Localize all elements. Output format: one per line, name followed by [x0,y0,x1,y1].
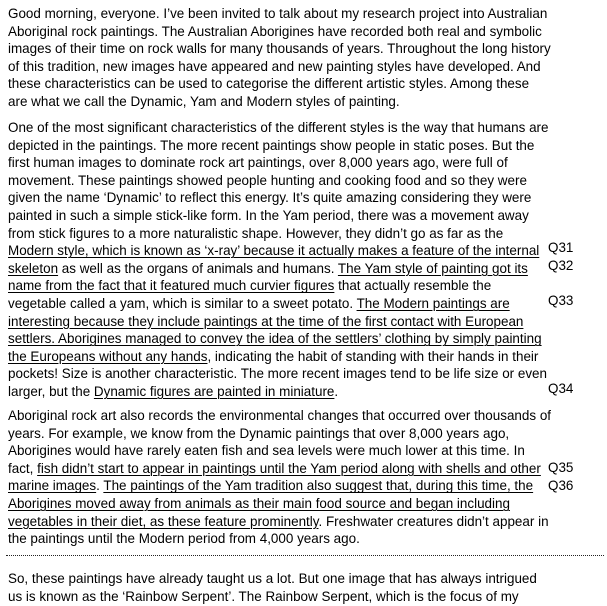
transcript-line [8,225,503,243]
transcript-line [8,40,551,58]
underlined-answer-text: skeleton [8,260,59,276]
line-text: us is known as the ‘Rainbow Serpent’. The Rainbow Serpent, which is the focus of my [8,588,519,604]
line-text: Good morning, everyone. I’ve been invited to talk about my research project into Australian [8,6,548,21]
underlined-answer-text: The paintings of the Yam tradition also suggest that, during this time, the [103,478,534,494]
transcript-line [8,425,509,443]
line-text: Aboriginal rock art also records the environmental changes that occurred over thousands of [8,408,552,423]
underlined-answer-text: settlers. Aborigines managed to convey the idea of the settlers’ clothing by simply painting [8,331,542,347]
line-text: Aboriginal rock paintings. The Australian Aborigines have recorded both real and symbolic [8,23,542,39]
underlined-answer-text: interesting because they include paintings at the time of the first contact with European [8,313,524,329]
transcript-line [8,172,527,190]
line-text: are what we call the Dynamic, Yam and Modern styles of painting. [8,94,400,109]
transcript-line [8,295,510,313]
underlined-answer-text: Dynamic figures are painted in miniature [93,384,335,399]
transcript-line [8,330,542,348]
transcript-line [8,588,519,606]
question-marker-q35: Q35 [548,460,574,475]
question-marker-q36: Q36 [548,478,574,493]
line-text: . [96,478,104,494]
question-marker-q31: Q31 [548,240,574,255]
line-text: that actually resemble the [334,278,492,294]
underlined-answer-text: Modern style, which is known as ‘x-ray’ because it actually makes a feature of the internal [8,243,540,259]
transcript-line [8,207,529,225]
section-divider [6,555,604,556]
transcript-line [8,348,538,366]
transcript-line [8,23,542,41]
underlined-answer-text: marine images [8,478,97,494]
transcript-line [8,119,549,137]
transcript-line [8,137,534,155]
transcript-line [8,313,523,331]
transcript-line [8,407,551,425]
line-text: One of the most significant characteristics of the different styles is the way that humans are [8,120,549,135]
line-text: as well as the organs of animals and humans. [58,260,338,276]
transcript-line [8,477,533,495]
transcript-line [8,442,525,460]
line-text: images of their time on rock walls for many thousands of years. Throughout the long history [8,41,551,57]
transcript-line [8,189,531,207]
transcript-line [8,58,541,76]
line-text: , indicating the habit of standing with their hands in their [207,348,539,364]
transcript-line [8,460,541,478]
underlined-answer-text: fish didn’t start to appear in paintings until the Yam period along with shells and other [37,460,541,476]
line-text: of this tradition, new images have appeared and new painting styles have developed. And [8,58,541,74]
transcript-line [8,93,400,111]
question-marker-q33: Q33 [548,293,574,308]
transcript-line [8,5,547,23]
line-text: from stick figures to a more naturalistic shape. However, they didn’t go as far as the [8,225,504,241]
underlined-answer-text: The Modern paintings are [356,296,510,311]
transcript-line [8,365,547,383]
question-marker-q34: Q34 [548,381,574,396]
transcript-line [8,495,510,513]
transcript-line [8,383,338,401]
line-text: given the name ‘Dynamic’ to reflect this energy. It’s quite amazing considering they were [8,190,532,206]
line-text: fact, [8,460,38,476]
underlined-answer-text: The Yam style of painting got its [337,260,528,276]
line-text: these characteristics can be used to categorise the different artistic styles. Among these [8,76,530,92]
line-text: . Freshwater creatures didn’t appear in [318,513,549,529]
transcript-line [8,242,539,260]
transcript-line [8,513,549,531]
transcript-line [8,260,528,278]
line-text: vegetable called a yam, which is similar to a sweet potato. [8,296,357,311]
question-marker-q32: Q32 [548,258,574,273]
line-text: first human images to dominate rock art paintings, over 8,000 years ago, were full of [8,155,508,171]
transcript-line [8,75,529,93]
underlined-answer-text: name from the fact that it featured much curvier figures [8,278,335,294]
line-text: So, these paintings have already taught us a lot. But one image that has always intrigued [8,571,537,586]
transcript-line [8,277,491,295]
transcript-line [8,530,360,548]
line-text: . [334,384,339,399]
underlined-answer-text: vegetables in their diet, as these feature prominently [8,513,319,529]
line-text: Aborigines would have rarely eaten fish and sea levels were much lower at this time. In [8,443,525,459]
line-text: years. For example, we know from the Dynamic paintings that over 8,000 years ago, [8,425,510,441]
transcript-line [8,154,508,172]
line-text: larger, but the [8,384,94,399]
line-text: the paintings until the Modern period from 4,000 years ago. [8,531,360,547]
line-text: painted in such a simple stick-like form. In the Yam period, there was a movement away [8,208,529,223]
line-text: depicted in the paintings. The more recent paintings show people in static poses. But the [8,137,535,153]
line-text: movement. These paintings showed people hunting and cooking food and so they were [8,172,527,188]
underlined-answer-text: Aborigines moved away from animals as their main food source and began including [8,496,510,511]
transcript-line [8,570,537,588]
line-text: pockets! Size is another characteristic. The more recent images tend to be life size or even [8,366,548,382]
underlined-answer-text: the Europeans without any hands [8,348,208,364]
